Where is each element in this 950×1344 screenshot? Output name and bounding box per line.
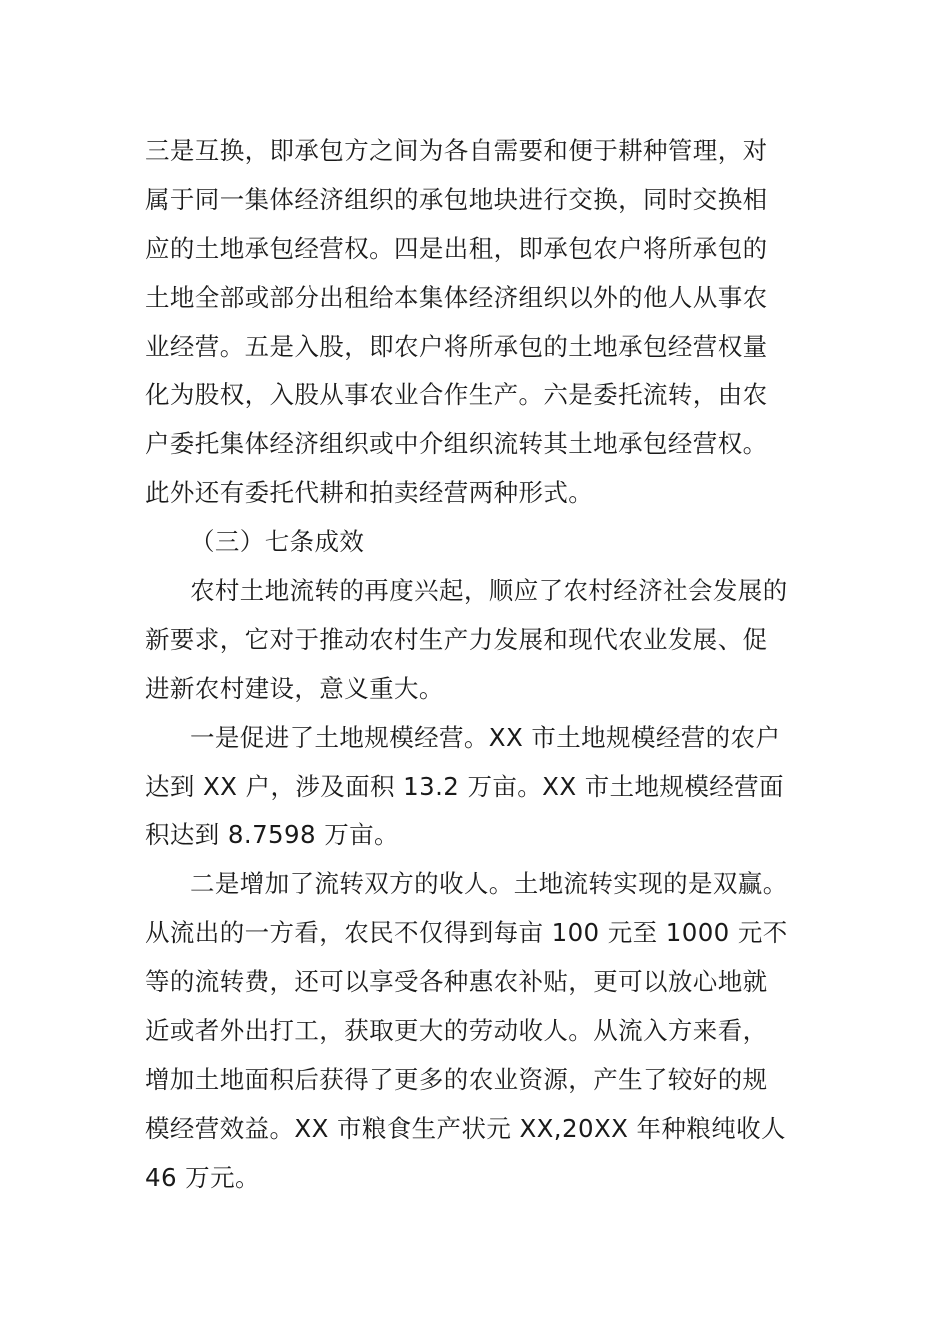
text-line: 属于同一集体经济组织的承包地块进行交换，同时交换相	[145, 184, 768, 214]
text-line: 新要求，它对于推动农村生产力发展和现代农业发展、促	[145, 624, 768, 654]
text-line: 三是互换，即承包方之间为各自需要和便于耕种管理，对	[145, 136, 768, 165]
text-line: 模经营效益。XX 市粮食生产状元 XX,20XX 年种粮纯收人	[145, 1113, 786, 1143]
text-line: 从流出的一方看，农民不仅得到每亩 100 元至 1000 元不	[145, 918, 788, 948]
text-line: 增加土地面积后获得了更多的农业资源，产生了较好的规	[145, 1064, 768, 1094]
text-line: 达到 XX 户，涉及面积 13.2 万亩。XX 市土地规模经营面	[145, 771, 784, 801]
paragraph-intro	[145, 567, 813, 714]
paragraph-land-transfer-forms	[145, 127, 813, 518]
text-line: 等的流转费，还可以享受各种惠农补贴，更可以放心地就	[145, 967, 768, 997]
text-line: 一是促进了土地规模经营。XX 市土地规模经营的农户	[190, 722, 781, 752]
paragraph-effect-two	[145, 860, 813, 1202]
text-line: 二是增加了流转双方的收人。土地流转实现的是双赢。	[190, 869, 788, 899]
section-heading	[145, 518, 813, 567]
text-line: 进新农村建设，意义重大。	[145, 673, 444, 703]
section-heading-text: （三）七条成效	[190, 527, 365, 557]
text-line: 化为股权，入股从事农业合作生产。六是委托流转，由农	[145, 380, 768, 410]
document-body	[145, 127, 813, 1203]
text-line: 近或者外出打工，获取更大的劳动收人。从流入方来看，	[145, 1016, 768, 1046]
text-line: 土地全部或部分出租给本集体经济组织以外的他人从事农	[145, 282, 768, 312]
text-line: 户委托集体经济组织或中介组织流转其土地承包经营权。	[145, 429, 768, 459]
text-line: 积达到 8.7598 万亩。	[145, 820, 399, 850]
text-line: 46 万元。	[145, 1162, 260, 1192]
text-line: 此外还有委托代耕和拍卖经营两种形式。	[145, 478, 594, 508]
text-line: 业经营。五是入股，即农户将所承包的土地承包经营权量	[145, 331, 768, 361]
text-line: 农村土地流转的再度兴起，顺应了农村经济社会发展的	[190, 576, 788, 606]
paragraph-effect-one	[145, 714, 813, 861]
text-line: 应的土地承包经营权。四是出租，即承包农户将所承包的	[145, 233, 768, 263]
